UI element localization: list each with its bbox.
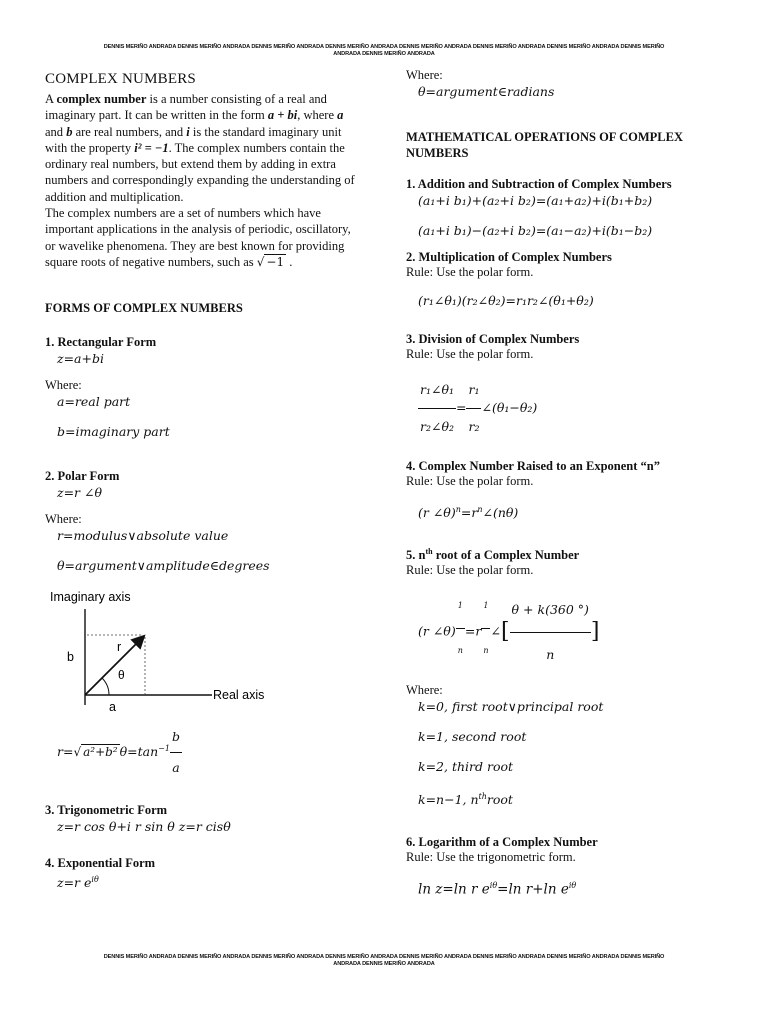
modulus-equation: r=√ a²+b² $\theta=\tan^{-1}$ $\frac{b}{a}$ [45,722,363,783]
exponent-equation: (r $\angle\theta)^n=r^n\angle(n\theta)$ [418,505,519,521]
where-label: Where: [406,68,443,82]
rectangular-equation: z=a+bi [57,351,104,367]
polar-heading: 2. Polar Form [45,469,120,484]
polar-equation: z=r ∠θ [57,485,103,501]
subtraction-equation: (a₁+i b₁)−(a₂+i b₂)=(a₁−a₂)+i(b₁−b₂) [418,223,653,238]
theta-label: θ [118,668,125,683]
where-label: Where: [45,378,82,393]
page-header [40,44,728,58]
addition-equation: (a₁+i b₁)+(a₂+i b₂)=(a₁+a₂)+i(b₁+b₂) [418,193,653,208]
left-column [45,66,363,892]
root-where-2: k=1, second root [418,728,527,744]
header-line: DENNIS MERIÑO ANDRADA DENNIS MERIÑO ANDRADA DENNIS MERIÑO ANDRADA DENNIS MERIÑO ANDRADA DENNIS MERIÑO ANDRADA DENNIS MERIÑO ANDRADA DENNIS MERIÑO ANDRADA DENNIS MERIÑO [103,44,665,50]
rule-text: Rule: Use the polar form. [406,563,534,578]
complex-plane-diagram [47,587,287,712]
forms-heading: FORMS OF COMPLEX NUMBERS [45,301,243,316]
real-axis-label: Real axis [213,688,265,703]
root-where-4: k=n−1, $n^{th}root$ [418,791,513,808]
exponential-heading: 4. Exponential Form [45,856,156,871]
division-equation: $\frac{\text{r₁∠θ₁}}{\text{r₂∠θ₂}}$ = $\frac{\text{r₁}}{\text{r₂}}$ ∠(θ₁−θ₂) [406,372,728,445]
rule-text: Rule: Use the polar form. [406,347,534,361]
radians-equation: θ=argument∈radians [418,84,555,99]
footer-line: ANDRADA DENNIS MERIÑO ANDRADA [333,961,435,967]
intro-paragraph: A complex number is a number consisting of a real and imaginary part. It can be written in the form a + bi, where a and b are real numbers, and i is the standard imaginary unit with the property i² = −1. The complex numbers contain the ordinary real numbers, but extend them by adding in extra numbers and correspondingly expanding the understanding of addition and multiplication. [45,92,355,204]
rule-text: Rule: Use the polar form. [406,474,534,488]
a-label: a [109,700,116,713]
angle-arc [102,678,109,695]
logarithm-heading: 6. Logarithm of a Complex Number [406,835,598,850]
where-label: Where: [45,512,82,527]
imaginary-axis-label: Imaginary axis [50,590,131,605]
addition-heading: 1. Addition and Subtraction of Complex Numbers [406,177,672,191]
rule-text: Rule: Use the polar form. [406,265,534,279]
polar-where-1: r=modulus∨absolute value [57,528,229,544]
where-label: Where: [406,682,443,697]
rule-text: Rule: Use the trigonometric form. [406,850,576,865]
r-label: r [117,640,122,655]
division-heading: 3. Division of Complex Numbers [406,332,580,346]
b-label: b [67,650,74,665]
multiplication-equation: (r₁∠θ₁)(r₂∠θ₂)=r₁r₂∠(θ₁+θ₂) [418,293,594,308]
footer-line: DENNIS MERIÑO ANDRADA DENNIS MERIÑO ANDRADA DENNIS MERIÑO ANDRADA DENNIS MERIÑO ANDRADA DENNIS MERIÑO ANDRADA DENNIS MERIÑO ANDRADA DENNIS MERIÑO ANDRADA DENNIS MERIÑO [103,954,665,960]
sqrt-example: √ −1 [256,254,285,269]
polar-where-2: θ=argument∨amplitude∈degrees [57,558,270,574]
root-where-3: k=2, third root [418,758,514,774]
exponential-equation: z=r $e^{i\theta}$ [57,875,99,891]
root-where-1: k=0, first root∨principal root [418,698,604,714]
applications-paragraph: The complex numbers are a set of numbers which have important applications in the analysis of periodic, oscillatory, or wavelike phenomena. They are best known for providing square roots of negative numbers, such as √ −1 . [45,206,351,269]
page-footer [40,954,728,968]
vector-r [85,637,143,695]
section-title: COMPLEX NUMBERS [45,71,196,87]
trigonometric-equation: z=r cos θ+i r sin θ z=r cisθ [57,819,231,835]
header-line: ANDRADA DENNIS MERIÑO ANDRADA [333,51,435,57]
rectangular-heading: 1. Rectangular Form [45,335,157,350]
rect-where-1: a=real part [57,394,131,410]
rect-where-2: b=imaginary part [57,424,170,440]
nth-root-heading: 5. $n^{th}$ root of a Complex Number [406,547,580,563]
right-column [406,68,728,899]
trigonometric-heading: 3. Trigonometric Form [45,803,168,818]
exponent-heading: 4. Complex Number Raised to an Exponent “n” [406,459,660,473]
nth-root-equation: (r ∠θ) $^{\frac{1}{n}}$ =r $^{\frac{1}{n}}$ ∠[ $\frac{\theta + k(360 ^\circ)}{n}$ ] [406,584,728,677]
multiplication-heading: 2. Multiplication of Complex Numbers [406,250,612,264]
operations-heading: MATHEMATICAL OPERATIONS OF COMPLEX NUMBERS [406,130,683,160]
logarithm-equation: ln z=ln r $e^{i\theta}=\ln$ r+ln $e^{i\theta}$ [418,881,577,898]
